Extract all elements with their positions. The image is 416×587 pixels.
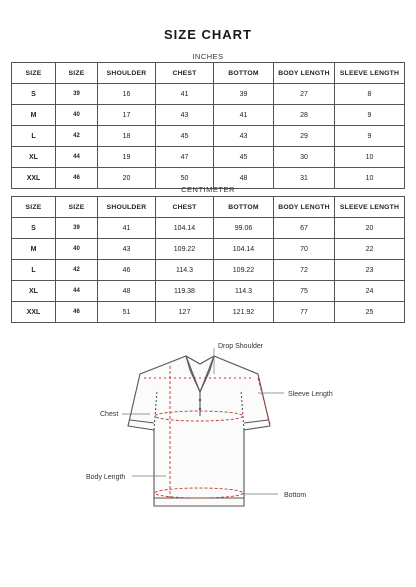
bottom-label: Bottom — [284, 492, 307, 499]
size-number-cell: 40 — [56, 239, 98, 260]
header-body-length: BODY LENGTH — [274, 63, 335, 84]
shoulder-cell: 48 — [98, 281, 156, 302]
bottom-cell: 48 — [214, 168, 274, 189]
size-number-cell: 42 — [56, 126, 98, 147]
size-number-cell: 46 — [56, 302, 98, 323]
size-number-cell: 42 — [56, 260, 98, 281]
size-cell: M — [12, 239, 56, 260]
sleeve-length-cell: 9 — [335, 105, 405, 126]
table-row — [12, 281, 405, 302]
body-length-cell: 67 — [274, 218, 335, 239]
body-length-cell: 72 — [274, 260, 335, 281]
table-header-row — [12, 63, 405, 84]
bottom-cell: 114.3 — [214, 281, 274, 302]
chest-cell: 43 — [156, 105, 214, 126]
chest-cell: 47 — [156, 147, 214, 168]
size-cell: XXL — [12, 302, 56, 323]
table-row — [12, 105, 405, 126]
chest-label: Chest — [100, 411, 119, 418]
table-row — [12, 260, 405, 281]
size-number-cell: 39 — [56, 218, 98, 239]
shoulder-cell: 17 — [98, 105, 156, 126]
body-length-cell: 28 — [274, 105, 335, 126]
polo-shirt-measurement-diagram — [0, 330, 416, 587]
size-cell: S — [12, 218, 56, 239]
size-cell: XL — [12, 281, 56, 302]
header-chest: CHEST — [156, 197, 214, 218]
chest-cell: 119.38 — [156, 281, 214, 302]
bottom-cell: 109.22 — [214, 260, 274, 281]
shoulder-cell: 43 — [98, 239, 156, 260]
header-size: SIZE — [12, 197, 56, 218]
header-bottom: BOTTOM — [214, 197, 274, 218]
body-length-cell: 75 — [274, 281, 335, 302]
sleeve-length-cell: 20 — [335, 218, 405, 239]
inches-size-table — [11, 62, 405, 189]
shoulder-cell: 16 — [98, 84, 156, 105]
size-number-cell: 39 — [56, 84, 98, 105]
body-length-label: Body Length — [86, 474, 126, 481]
header-shoulder: SHOULDER — [98, 197, 156, 218]
table-row — [12, 218, 405, 239]
header-body-length: BODY LENGTH — [274, 197, 335, 218]
sleeve-length-cell: 25 — [335, 302, 405, 323]
size-cell: L — [12, 260, 56, 281]
size-cell: L — [12, 126, 56, 147]
drop-shoulder-label: Drop Shoulder — [218, 343, 264, 350]
table-row — [12, 84, 405, 105]
page-title: SIZE CHART — [164, 27, 252, 42]
size-cell: M — [12, 105, 56, 126]
centimeter-caption: CENTIMETER — [181, 185, 235, 194]
sleeve-length-cell: 10 — [335, 147, 405, 168]
body-length-cell: 29 — [274, 126, 335, 147]
body-length-cell: 27 — [274, 84, 335, 105]
header-sleeve-length: SLEEVE LENGTH — [335, 197, 405, 218]
table-header-row — [12, 197, 405, 218]
polo-shirt-outline — [128, 356, 270, 506]
bottom-cell: 104.14 — [214, 239, 274, 260]
shoulder-cell: 18 — [98, 126, 156, 147]
bottom-cell: 45 — [214, 147, 274, 168]
bottom-cell: 41 — [214, 105, 274, 126]
chest-cell: 127 — [156, 302, 214, 323]
sleeve-length-cell: 22 — [335, 239, 405, 260]
chest-cell: 109.22 — [156, 239, 214, 260]
sleeve-length-cell: 10 — [335, 168, 405, 189]
header-bottom: BOTTOM — [214, 63, 274, 84]
body-length-cell: 30 — [274, 147, 335, 168]
bottom-cell: 99.06 — [214, 218, 274, 239]
sleeve-length-cell: 9 — [335, 126, 405, 147]
table-row — [12, 126, 405, 147]
body-length-cell: 70 — [274, 239, 335, 260]
size-cell: XL — [12, 147, 56, 168]
header-shoulder: SHOULDER — [98, 63, 156, 84]
chest-cell: 41 — [156, 84, 214, 105]
shoulder-cell: 46 — [98, 260, 156, 281]
shoulder-cell: 20 — [98, 168, 156, 189]
chest-cell: 114.3 — [156, 260, 214, 281]
sleeve-length-label: Sleeve Length — [288, 391, 333, 398]
size-number-cell: 44 — [56, 147, 98, 168]
chest-cell: 104.14 — [156, 218, 214, 239]
centimeter-size-table — [11, 196, 405, 323]
shoulder-cell: 51 — [98, 302, 156, 323]
header-chest: CHEST — [156, 63, 214, 84]
inches-caption: INCHES — [192, 52, 224, 61]
table-row — [12, 147, 405, 168]
sleeve-length-cell: 23 — [335, 260, 405, 281]
size-cell: S — [12, 84, 56, 105]
shoulder-cell: 41 — [98, 218, 156, 239]
header-size-number: SIZE — [56, 197, 98, 218]
size-number-cell: 40 — [56, 105, 98, 126]
header-sleeve-length: SLEEVE LENGTH — [335, 63, 405, 84]
sleeve-length-cell: 8 — [335, 84, 405, 105]
table-row — [12, 239, 405, 260]
sleeve-length-cell: 24 — [335, 281, 405, 302]
size-number-cell: 44 — [56, 281, 98, 302]
bottom-cell: 121.92 — [214, 302, 274, 323]
table-row — [12, 302, 405, 323]
size-cell: XXL — [12, 168, 56, 189]
chest-cell: 50 — [156, 168, 214, 189]
body-length-cell: 77 — [274, 302, 335, 323]
chest-cell: 45 — [156, 126, 214, 147]
bottom-cell: 43 — [214, 126, 274, 147]
body-length-cell: 31 — [274, 168, 335, 189]
size-number-cell: 46 — [56, 168, 98, 189]
header-size: SIZE — [12, 63, 56, 84]
header-size-number: SIZE — [56, 63, 98, 84]
shoulder-cell: 19 — [98, 147, 156, 168]
bottom-cell: 39 — [214, 84, 274, 105]
